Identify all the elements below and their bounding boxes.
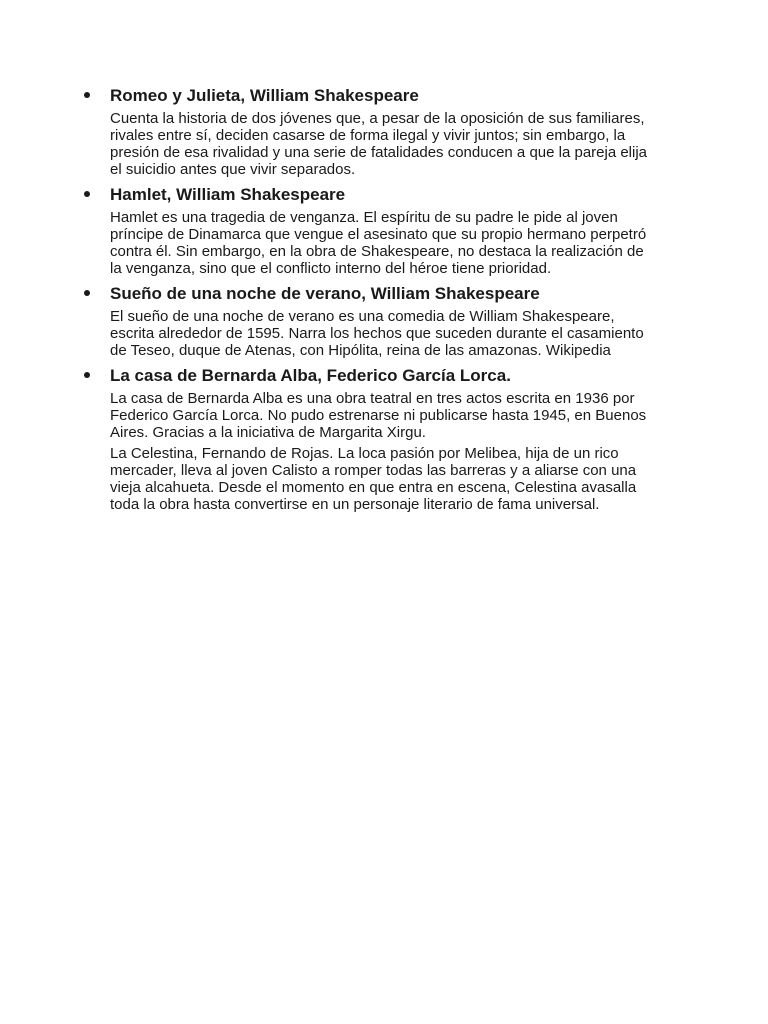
book-title: La casa de Bernarda Alba, Federico García Lorca. xyxy=(110,366,511,385)
book-description: Cuenta la historia de dos jóvenes que, a pesar de la oposición de sus familiares, rivales entre sí, deciden casarse de forma ilegal y vivir juntos; sin embargo, la presión de esa rivalidad y una serie de fatalidades conducen a que la pareja elija el suicidio antes que vivir separados. xyxy=(110,110,648,178)
book-description-celestina: La Celestina, Fernando de Rojas. La loca pasión por Melibea, hija de un rico mercader, lleva al joven Calisto a romper todas las barreras y a aliarse con una vieja alcahueta. Desde el momento en que entra en escena, Celestina avasalla toda la obra hasta convertirse en un personaje literario de fama universal. xyxy=(110,445,637,513)
book-title: Hamlet, William Shakespeare xyxy=(110,185,346,204)
bullet-icon xyxy=(84,372,90,378)
book-description: El sueño de una noche de verano es una comedia de William Shakespeare, escrita alrededor de 1595. Narra los hechos que suceden durante el casamiento de Teseo, duque de Atenas, con Hipólita, reina de las amazonas. Wikipedia xyxy=(110,308,644,359)
list-item-romeo-y-julieta xyxy=(84,85,664,178)
book-title: Sueño de una noche de verano, William Shakespeare xyxy=(110,284,540,303)
list-item-sueno-de-una-noche-de-verano xyxy=(84,283,664,359)
book-title: Romeo y Julieta, William Shakespeare xyxy=(110,86,419,105)
book-description: La casa de Bernarda Alba es una obra teatral en tres actos escrita en 1936 por Federico García Lorca. No pudo estrenarse ni publicarse hasta 1945, en Buenos Aires. Gracias a la iniciativa de Margarita Xirgu. xyxy=(110,390,647,441)
bullet-icon xyxy=(84,290,90,296)
bullet-icon xyxy=(84,191,90,197)
list-item-hamlet xyxy=(84,184,664,277)
book-description: Hamlet es una tragedia de venganza. El espíritu de su padre le pide al joven príncipe de Dinamarca que vengue el asesinato que su propio hermano perpetró contra él. Sin embargo, en la obra de Shakespeare, no destaca la realización de la venganza, sino que el conflicto interno del héroe tiene prioridad. xyxy=(110,209,647,277)
book-list xyxy=(84,85,664,519)
list-item-la-casa-de-bernarda-alba xyxy=(84,365,664,513)
bullet-icon xyxy=(84,92,90,98)
